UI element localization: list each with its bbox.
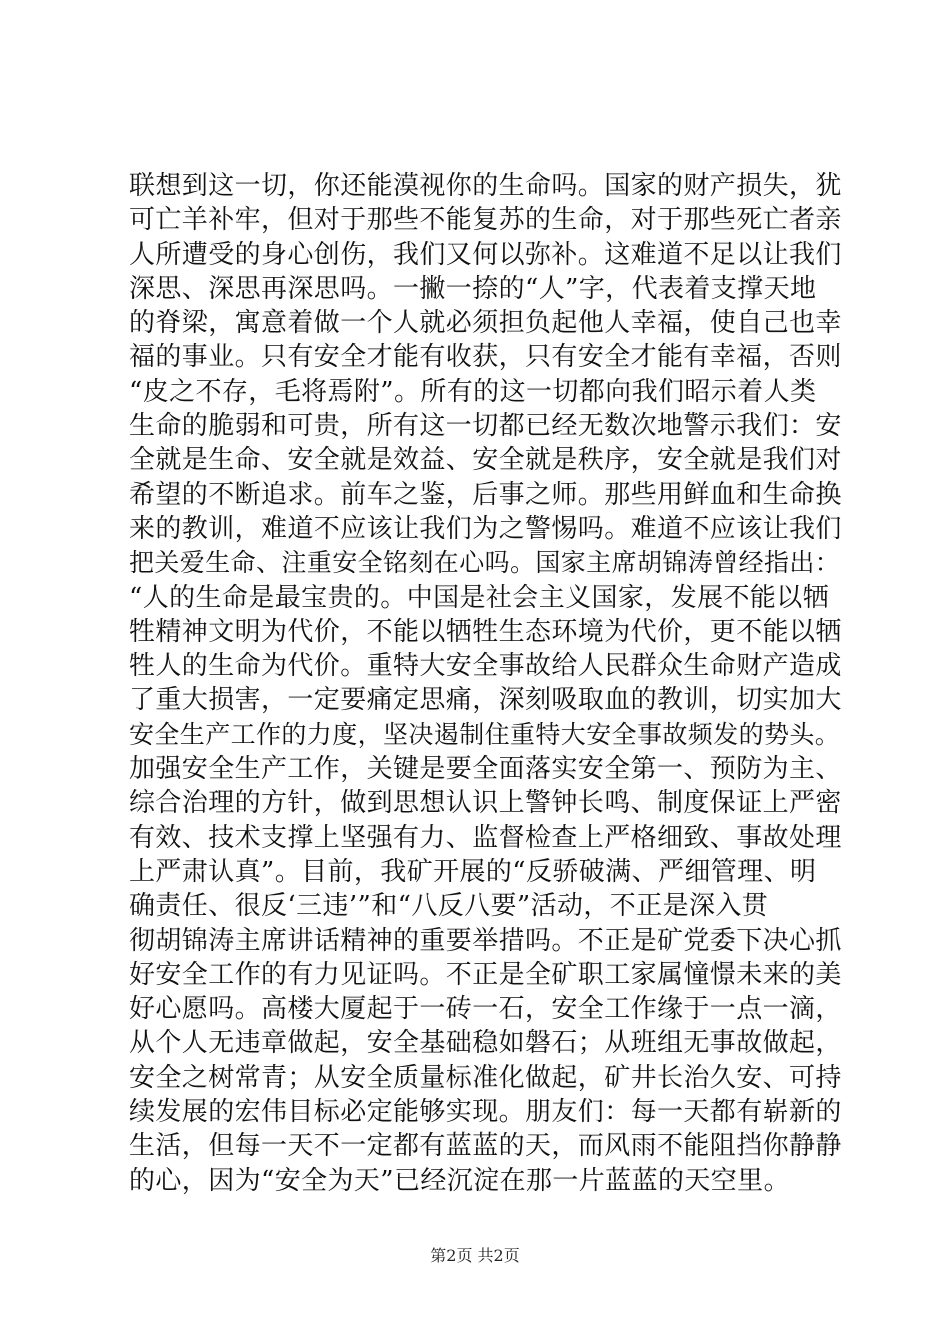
- text-line: 加强安全生产工作，关键是要全面落实安全第一、预防为主、: [129, 754, 842, 785]
- text-line: 上严肃认真”。目前，我矿开展的“反骄破满、严细管理、明: [129, 856, 817, 887]
- text-line: 安全之树常青；从安全质量标准化做起，矿井长治久安、可持: [129, 1062, 842, 1093]
- text-line: “人的生命是最宝贵的。中国是社会主义国家，发展不能以牺: [129, 582, 830, 613]
- text-line: 来的教训，难道不应该让我们为之警惕吗。难道不应该让我们: [129, 513, 842, 544]
- text-line: 联想到这一切，你还能漠视你的生命吗。国家的财产损失，犹: [129, 171, 842, 201]
- text-line: “皮之不存，毛将焉附”。所有的这一切都向我们昭示着人类: [129, 376, 817, 407]
- text-line: 好心愿吗。高楼大厦起于一砖一石，安全工作缘于一点一滴，: [129, 994, 842, 1025]
- text-line: 生活，但每一天不一定都有蓝蓝的天，而风雨不能阻挡你静静: [129, 1131, 842, 1162]
- text-line: 深思、深思再深思吗。一撇一捺的“人”字，代表着支撑天地: [129, 273, 817, 304]
- text-line: 彻胡锦涛主席讲话精神的重要举措吗。不正是矿党委下决心抓: [129, 925, 842, 956]
- text-line: 好安全工作的有力见证吗。不正是全矿职工家属憧憬未来的美: [129, 959, 842, 990]
- text-line: 生命的脆弱和可贵，所有这一切都已经无数次地警示我们：安: [129, 411, 842, 442]
- text-line: 安全生产工作的力度，坚决遏制住重特大安全事故频发的势头。: [129, 719, 841, 749]
- text-line: 人所遭受的身心创伤，我们又何以弥补。这难道不足以让我们: [129, 239, 842, 270]
- text-line: 希望的不断追求。前车之鉴，后事之师。那些用鲜血和生命换: [129, 479, 842, 510]
- text-line: 续发展的宏伟目标必定能够实现。朋友们：每一天都有崭新的: [129, 1097, 842, 1128]
- body-text: [129, 169, 849, 1198]
- text-line: 全就是生命、安全就是效益、安全就是秩序，安全就是我们对: [129, 445, 842, 476]
- text-line: 牲人的生命为代价。重特大安全事故给人民群众生命财产造成: [129, 651, 842, 682]
- text-line: 的脊梁，寓意着做一个人就必须担负起他人幸福，使自己也幸: [129, 308, 842, 339]
- text-line: 可亡羊补牢，但对于那些不能复苏的生命，对于那些死亡者亲: [129, 205, 842, 236]
- page-footer: 第2页 共2页: [430, 1246, 520, 1265]
- text-line: 综合治理的方针，做到思想认识上警钟长鸣、制度保证上严密: [129, 788, 842, 819]
- text-line: 从个人无违章做起，安全基础稳如磐石；从班组无事故做起，: [129, 1028, 842, 1059]
- text-line: 有效、技术支撑上坚强有力、监督检查上严格细致、事故处理: [129, 822, 842, 853]
- text-line: 了重大损害，一定要痛定思痛，深刻吸取血的教训，切实加大: [129, 685, 842, 716]
- text-line: 的心，因为“安全为天”已经沉淀在那一片蓝蓝的天空里。: [129, 1165, 790, 1196]
- text-line: 把关爱生命、注重安全铭刻在心吗。国家主席胡锦涛曾经指出：: [129, 548, 841, 578]
- text-line: 确责任、很反‘三违’”和“八反八要”活动，不正是深入贯: [129, 891, 769, 922]
- text-line: 福的事业。只有安全才能有收获，只有安全才能有幸福，否则: [129, 342, 842, 373]
- text-line: 牲精神文明为代价，不能以牺牲生态环境为代价，更不能以牺: [129, 616, 842, 647]
